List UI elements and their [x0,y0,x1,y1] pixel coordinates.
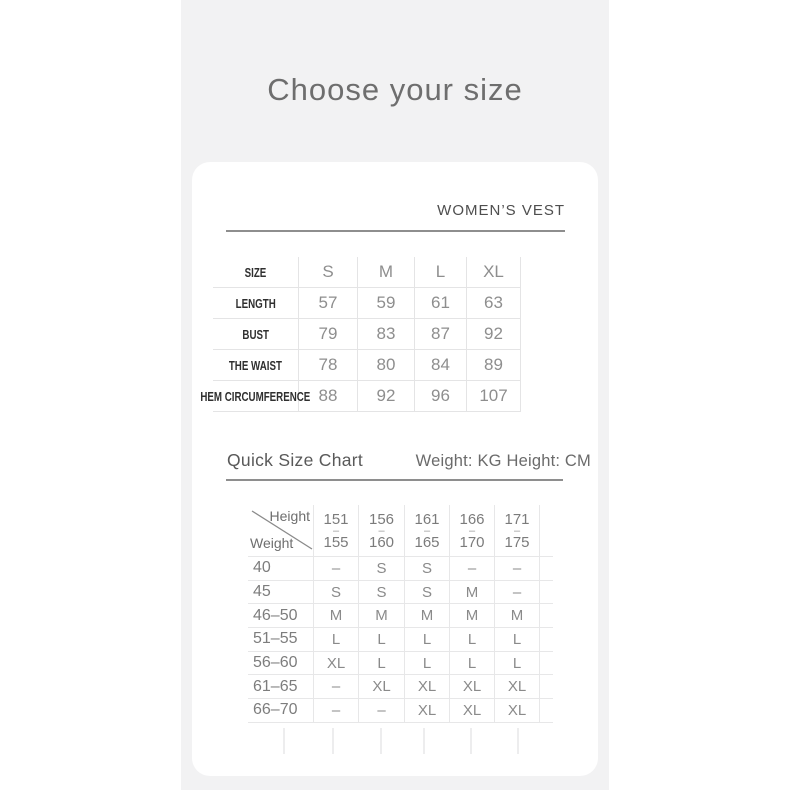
recommended-size-cell: L [405,628,450,652]
measure-value-cell: 84 [415,350,467,381]
recommended-size-cell: XL [405,699,450,723]
size-header-cell: SIZE [213,257,299,288]
recommended-size-cell: XL [450,699,495,723]
measure-value-cell: 96 [415,381,467,412]
measure-label-cell: BUST [213,319,299,350]
size-column-header: S [299,257,358,288]
table-edge-sliver [540,557,553,581]
recommended-size-cell: – [359,699,405,723]
measure-value-cell: 63 [467,288,521,319]
measure-value-cell: 57 [299,288,358,319]
cropped-artifact-mark [470,728,472,754]
content-band [181,0,609,790]
recommended-size-cell: M [359,604,405,628]
recommended-size-cell: S [405,557,450,581]
measure-label-cell: HEM CIRCUMFERENCE [213,381,299,412]
recommended-size-cell: – [314,699,359,723]
recommended-size-cell: M [450,581,495,605]
measure-value-cell: 79 [299,319,358,350]
cropped-artifact-mark [517,728,519,754]
weight-range-label: 51–55 [248,628,314,652]
recommended-size-cell: S [405,581,450,605]
table-edge-sliver [540,581,553,605]
height-weight-corner-cell [248,505,314,557]
recommended-size-cell: XL [359,675,405,699]
size-column-header: M [358,257,415,288]
recommended-size-cell: L [359,628,405,652]
table-edge-sliver [540,628,553,652]
table-edge-sliver [540,652,553,676]
recommended-size-cell: L [495,652,540,676]
cropped-artifact-mark [423,728,425,754]
height-range-header: 161 – 165 [405,505,450,557]
measure-value-cell: 80 [358,350,415,381]
corner-height-label: Height [269,508,310,524]
section1-title: WOMEN’S VEST [437,202,565,219]
weight-range-label: 46–50 [248,604,314,628]
measure-value-cell: 89 [467,350,521,381]
measure-value-cell: 61 [415,288,467,319]
recommended-size-cell: S [314,581,359,605]
recommended-size-cell: L [450,628,495,652]
recommended-size-cell: L [450,652,495,676]
recommended-size-cell: M [314,604,359,628]
measure-value-cell: 87 [415,319,467,350]
measure-value-cell: 59 [358,288,415,319]
section2-title: Quick Size Chart [227,450,364,470]
weight-range-label: 66–70 [248,699,314,723]
table-edge-sliver [540,675,553,699]
section2-divider [226,479,563,481]
section1-divider [226,230,565,232]
measure-value-cell: 92 [358,381,415,412]
cropped-artifact-mark [332,728,334,754]
page-title: Choose your size [267,72,523,107]
measure-value-cell: 83 [358,319,415,350]
corner-weight-label: Weight [250,535,294,551]
recommended-size-cell: L [359,652,405,676]
measure-label-cell: THE WAIST [213,350,299,381]
recommended-size-cell: – [314,675,359,699]
recommended-size-cell: S [359,557,405,581]
recommended-size-cell: M [450,604,495,628]
height-range-header: 166 – 170 [450,505,495,557]
recommended-size-cell: – [450,557,495,581]
size-column-header: XL [467,257,521,288]
measure-value-cell: 107 [467,381,521,412]
cropped-artifact-mark [283,728,285,754]
quick-size-chart-table [248,505,553,723]
recommended-size-cell: – [495,581,540,605]
table-edge-sliver [540,699,553,723]
size-column-header: L [415,257,467,288]
womens-vest-size-table [200,257,521,412]
weight-range-label: 45 [248,581,314,605]
weight-range-label: 40 [248,557,314,581]
height-range-header: 156 – 160 [359,505,405,557]
recommended-size-cell: XL [405,675,450,699]
weight-range-label: 61–65 [248,675,314,699]
weight-range-label: 56–60 [248,652,314,676]
recommended-size-cell: M [405,604,450,628]
measure-value-cell: 88 [299,381,358,412]
recommended-size-cell: XL [314,652,359,676]
recommended-size-cell: – [495,557,540,581]
recommended-size-cell: XL [495,699,540,723]
recommended-size-cell: M [495,604,540,628]
recommended-size-cell: – [314,557,359,581]
recommended-size-cell: L [405,652,450,676]
recommended-size-cell: XL [450,675,495,699]
measure-value-cell: 78 [299,350,358,381]
recommended-size-cell: XL [495,675,540,699]
recommended-size-cell: L [314,628,359,652]
cropped-artifact-mark [380,728,382,754]
height-range-header: 151 – 155 [314,505,359,557]
size-guide-card [192,162,598,776]
units-label: Weight: KG Height: CM [415,452,591,470]
recommended-size-cell: L [495,628,540,652]
height-range-header: 171 – 175 [495,505,540,557]
recommended-size-cell: S [359,581,405,605]
table-edge-sliver [540,604,553,628]
measure-label-cell: LENGTH [213,288,299,319]
table-edge-sliver [540,505,553,557]
measure-value-cell: 92 [467,319,521,350]
